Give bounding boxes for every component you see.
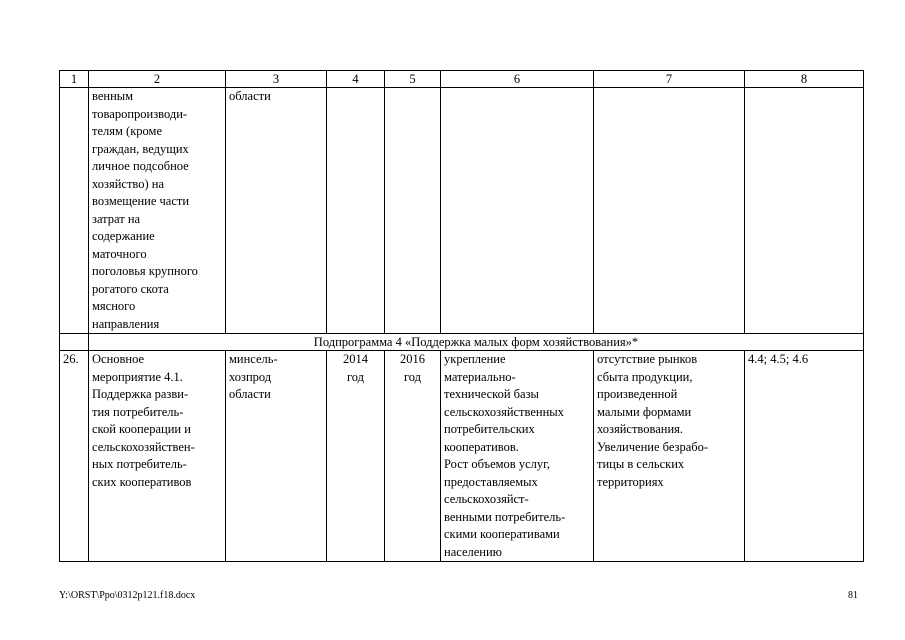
table-cell-end-year: 2016 год xyxy=(385,351,441,562)
header-cell: 4 xyxy=(327,71,385,88)
table-cell xyxy=(60,88,89,334)
table-cell-consequences: отсутствие рынков сбыта продукции, произведенной малыми формами хозяйствования. Увеличение безрабо- тицы в сельских территориях xyxy=(594,351,745,562)
footer-file-path: Y:\ORST\Ppo\0312p121.f18.docx xyxy=(59,590,196,601)
table-cell xyxy=(60,334,89,351)
table-cell-activity: Основное мероприятие 4.1. Поддержка разви- тия потребитель- ской кооперации и сельскохозяйствен- ных потребитель- ских кооперативов xyxy=(89,351,226,562)
table-cell xyxy=(385,88,441,334)
table-cell xyxy=(441,88,594,334)
table-cell-expected-result: укрепление материально- технической базы сельскохозяйственных потребительских кооперативов. Рост объемов услуг, предоставляемых сельскохозяйст- венными потребитель- скими кооперативами населению xyxy=(441,351,594,562)
table-cell-indicators: 4.4; 4.5; 4.6 xyxy=(745,351,864,562)
header-cell: 1 xyxy=(60,71,89,88)
header-cell: 6 xyxy=(441,71,594,88)
row-number: 26. xyxy=(60,351,89,562)
table-cell-activity: венным товаропроизводи- телям (кроме граждан, ведущих личное подсобное хозяйство) на возмещение части затрат на содержание маточного поголовья крупного рогатого скота мясного направления xyxy=(89,88,226,334)
table-row xyxy=(60,351,864,562)
table-cell-start-year: 2014 год xyxy=(327,351,385,562)
subprogram-title: Подпрограмма 4 «Поддержка малых форм хозяйствования»* xyxy=(89,334,864,351)
header-cell: 7 xyxy=(594,71,745,88)
subprogram-heading-row xyxy=(60,334,864,351)
table-cell xyxy=(327,88,385,334)
table-cell xyxy=(745,88,864,334)
header-cell: 8 xyxy=(745,71,864,88)
table-header-row xyxy=(60,71,864,88)
header-cell: 2 xyxy=(89,71,226,88)
table-row-continuation xyxy=(60,88,864,334)
document-table xyxy=(59,70,864,562)
header-cell: 5 xyxy=(385,71,441,88)
table-cell-executor: минсель- хозпрод области xyxy=(226,351,327,562)
footer-page-number: 81 xyxy=(848,590,858,601)
table-cell-executor: области xyxy=(226,88,327,334)
header-cell: 3 xyxy=(226,71,327,88)
table-cell xyxy=(594,88,745,334)
